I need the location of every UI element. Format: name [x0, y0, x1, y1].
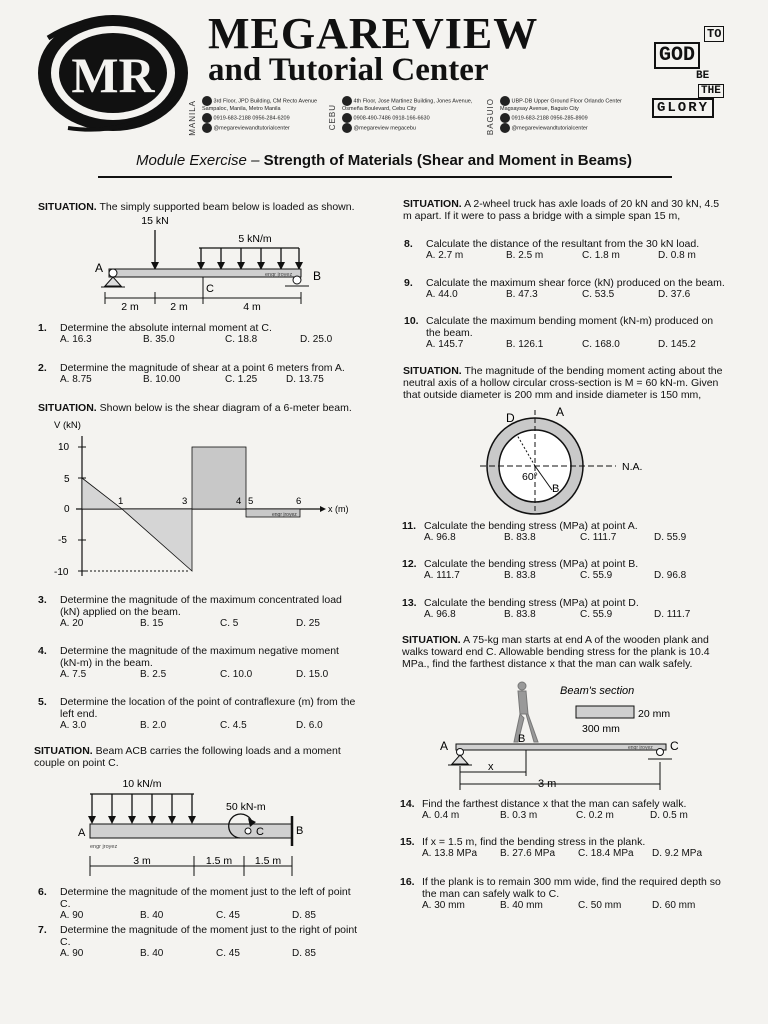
dim-2m-b: 2 m — [170, 301, 188, 313]
slogan-box — [652, 26, 732, 124]
branch-manila — [202, 96, 332, 133]
dim-3m: 3 m — [133, 855, 151, 867]
choice-c: C. 4.5 — [220, 720, 247, 731]
question-text: Determine the magnitude of the maximum negative moment (kN-m) in the beam. — [60, 645, 339, 669]
ytick-neg5: -5 — [58, 535, 67, 546]
slogan-line-1: TO — [704, 26, 724, 42]
point-b-label: B — [313, 269, 322, 283]
question-number: 8. — [404, 238, 413, 250]
choice-c: C. 111.7 — [580, 532, 617, 543]
situation-text: Shown below is the shear diagram of a 6-meter beam. — [96, 402, 352, 414]
choice-b: B. 47.3 — [506, 289, 538, 300]
header — [0, 0, 768, 145]
branch-phone: 0919-683-2188 0956-284-6209 — [213, 115, 290, 122]
choice-b: B. 2.0 — [140, 720, 167, 731]
choice-d: D. 145.2 — [658, 339, 696, 350]
choice-b: B. 2.5 — [140, 669, 167, 680]
question-text: Calculate the distance of the resultant from the 30 kN load. — [426, 238, 700, 250]
choice-a: A. 2.7 m — [426, 250, 464, 261]
question-number: 14. — [400, 798, 415, 810]
situation-label: SITUATION. — [403, 198, 462, 210]
situation-5 — [403, 365, 723, 401]
brand-subtitle: and Tutorial Center — [208, 52, 489, 88]
branch-name-baguio: BAGUIO — [486, 98, 495, 136]
question-text: Calculate the bending stress (MPa) at point B. — [424, 558, 639, 570]
page-title — [0, 152, 768, 169]
ytick-5: 5 — [64, 474, 70, 485]
choice-d: D. 0.8 m — [658, 250, 696, 261]
question-text: Determine the location of the point of contraflexure (m) from the left end. — [60, 696, 356, 720]
choice-d: D. 55.9 — [654, 532, 687, 543]
question-16 — [400, 876, 722, 912]
choice-a: A. 0.4 m — [422, 810, 460, 821]
question-13 — [402, 597, 724, 621]
question-number: 11. — [402, 520, 417, 532]
moment-label: 50 kN-m — [226, 801, 266, 813]
branch-cebu — [342, 96, 482, 133]
point-b-label: B — [518, 733, 526, 745]
choice-a: A. 30 mm — [422, 900, 465, 911]
choice-c: C. 18.4 MPa — [578, 848, 634, 859]
question-text: If x = 1.5 m, find the bending stress in the plank. — [422, 836, 646, 848]
ytick-10: 10 — [58, 442, 70, 453]
facebook-icon — [202, 123, 212, 133]
choice-d: D. 96.8 — [654, 570, 687, 581]
branch-address: 3rd Floor, JPD Building, CM Recto Avenue Sampaloc, Manila, Metro Manila — [202, 98, 318, 112]
situation-label: SITUATION. — [34, 745, 93, 757]
question-text: Calculate the bending stress (MPa) at point A. — [424, 520, 638, 532]
choice-b: B. 40 — [140, 948, 164, 959]
beam-tag: engr jroyez — [265, 272, 293, 278]
choice-d: D. 85 — [292, 948, 316, 959]
dim-1-5m-b: 1.5 m — [254, 855, 282, 867]
question-9 — [404, 277, 726, 301]
figure-3-beam — [70, 772, 330, 882]
choice-b: B. 35.0 — [143, 334, 175, 345]
xtick-6: 6 — [296, 496, 302, 507]
question-text: Determine the magnitude of the moment just to the right of point C. — [60, 924, 358, 948]
question-14 — [400, 798, 722, 822]
choice-c: C. 50 mm — [578, 900, 622, 911]
choice-d: D. 85 — [292, 910, 316, 921]
branch-social: @megareviewandtutorialcenter — [213, 125, 290, 132]
choice-a: A. 96.8 — [424, 532, 456, 543]
question-number: 5. — [38, 696, 47, 708]
situation-label: SITUATION. — [38, 201, 97, 213]
question-number: 2. — [38, 362, 47, 374]
udl-label: 5 kN/m — [238, 233, 272, 245]
logo-text: MR — [71, 47, 155, 103]
xtick-1: 1 — [118, 496, 124, 507]
choice-d: D. 6.0 — [296, 720, 323, 731]
choice-c: C. 55.9 — [580, 570, 613, 581]
location-icon — [500, 96, 510, 106]
xtick-4: 4 — [236, 496, 242, 507]
choice-a: A. 111.7 — [424, 570, 460, 581]
choice-d: D. 25 — [296, 618, 320, 629]
question-8 — [404, 238, 726, 262]
beam-tag: engr jroyez — [628, 745, 653, 751]
choice-c: C. 45 — [216, 948, 240, 959]
question-number: 1. — [38, 322, 47, 334]
facebook-icon — [500, 123, 510, 133]
location-icon — [202, 96, 212, 106]
choice-d: D. 13.75 — [286, 374, 324, 385]
choice-c: C. 1.25 — [225, 374, 258, 385]
dim-4m: 4 m — [243, 301, 261, 313]
question-number: 15. — [400, 836, 415, 848]
section-width-label: 300 mm — [582, 723, 620, 735]
question-text: Calculate the maximum bending moment (kN-m) produced on the beam. — [426, 315, 714, 339]
point-b-label: B — [552, 483, 560, 495]
situation-2 — [38, 402, 368, 414]
question-number: 12. — [402, 558, 417, 570]
point-a-label: A — [440, 739, 449, 753]
question-number: 16. — [400, 876, 415, 888]
shear-ylabel: V (kN) — [54, 420, 81, 431]
situation-6 — [402, 634, 722, 670]
point-a-label: A — [556, 405, 565, 419]
point-c-label: C — [670, 739, 679, 753]
choice-a: A. 96.8 — [424, 609, 456, 620]
title-main: Strength of Materials (Shear and Moment in Beams) — [263, 152, 632, 169]
slogan-line-2: GOD — [654, 42, 700, 69]
choice-b: B. 27.6 MPa — [500, 848, 556, 859]
situation-text: The magnitude of the bending moment acting about the neutral axis of a hollow circular cross-section is M = 60 kN-m. Given that outside diameter is 200 mm and inside diameter is 150 mm, — [403, 365, 723, 401]
point-d-label: D — [506, 411, 515, 425]
phone-icon — [500, 113, 510, 123]
choice-a: A. 20 — [60, 618, 84, 629]
title-rule — [98, 176, 672, 178]
beam-tag: engr jroyez — [90, 844, 118, 850]
question-number: 10. — [404, 315, 419, 327]
choice-c: C. 10.0 — [220, 669, 253, 680]
point-c-label: C — [256, 826, 264, 838]
branch-phone: 0919-683-2188 0956-285-8909 — [511, 115, 588, 122]
ytick-0: 0 — [64, 504, 70, 515]
choice-c: C. 1.8 m — [582, 250, 620, 261]
point-b-label: B — [296, 825, 304, 837]
situation-label: SITUATION. — [403, 365, 462, 377]
choice-b: B. 2.5 m — [506, 250, 544, 261]
choice-b: B. 83.8 — [504, 532, 536, 543]
branch-baguio — [500, 96, 642, 133]
question-number: 7. — [38, 924, 47, 936]
choice-d: D. 60 mm — [652, 900, 696, 911]
question-2 — [38, 362, 360, 386]
branch-name-manila: MANILA — [188, 100, 197, 136]
situation-label: SITUATION. — [38, 402, 97, 414]
choice-a: A. 145.7 — [426, 339, 464, 350]
choice-a: A. 16.3 — [60, 334, 92, 345]
question-text: Determine the magnitude of the moment just to the left of point C. — [60, 886, 351, 910]
question-text: Calculate the bending stress (MPa) at point D. — [424, 597, 639, 609]
question-text: Calculate the maximum shear force (kN) produced on the beam. — [426, 277, 725, 289]
question-3 — [38, 594, 360, 630]
choice-b: B. 10.00 — [143, 374, 181, 385]
choice-d: D. 37.6 — [658, 289, 691, 300]
situation-text: The simply supported beam below is loaded as shown. — [96, 201, 355, 213]
question-1 — [38, 322, 360, 346]
choice-b: B. 0.3 m — [500, 810, 538, 821]
question-text: Determine the magnitude of shear at a point 6 meters from A. — [60, 362, 345, 374]
section-label: Beam's section — [560, 685, 635, 697]
shear-xlabel: x (m) — [328, 504, 349, 514]
choice-a: A. 3.0 — [60, 720, 87, 731]
dim-1-5m-a: 1.5 m — [205, 855, 233, 867]
choice-c: C. 45 — [216, 910, 240, 921]
udl-label: 10 kN/m — [122, 778, 162, 790]
dim-2m-a: 2 m — [121, 301, 139, 313]
question-text: Determine the magnitude of the maximum concentrated load (kN) applied on the beam. — [60, 594, 342, 618]
question-number: 3. — [38, 594, 47, 606]
question-5 — [38, 696, 360, 732]
xtick-3: 3 — [182, 496, 188, 507]
question-6 — [38, 886, 360, 922]
situation-3 — [34, 745, 360, 769]
choice-c: C. 18.8 — [225, 334, 258, 345]
question-number: 13. — [402, 597, 417, 609]
figure-6-plank — [430, 680, 710, 795]
choice-a: A. 90 — [60, 910, 84, 921]
phone-icon — [342, 113, 352, 123]
question-4 — [38, 645, 360, 681]
location-icon — [342, 96, 352, 106]
choice-c: C. 168.0 — [582, 339, 620, 350]
choice-b: B. 15 — [140, 618, 164, 629]
phone-icon — [202, 113, 212, 123]
span-label: 3 m — [538, 778, 557, 790]
question-text: If the plank is to remain 300 mm wide, find the required depth so the man can safely walk to C. — [422, 876, 721, 900]
choice-c: C. 0.2 m — [576, 810, 614, 821]
choice-d: D. 9.2 MPa — [652, 848, 703, 859]
situation-text: A 75-kg man starts at end A of the wooden plank and walks toward end C. Allowable bending stress for the plank is 10.4 MPa., find the farthest distance x that the man can walk safely. — [402, 634, 710, 670]
branch-phone: 0908-490-7486 0918-166-6630 — [353, 115, 430, 122]
question-number: 6. — [38, 886, 47, 898]
figure-1-beam — [75, 210, 345, 320]
section-depth-label: 20 mm — [638, 708, 671, 720]
choice-b: B. 126.1 — [506, 339, 544, 350]
title-prefix: Module Exercise – — [136, 152, 264, 169]
question-text: Find the farthest distance x that the man can safely walk. — [422, 798, 687, 810]
question-11 — [402, 520, 724, 544]
branch-social: @megareview megacebu — [353, 125, 416, 132]
question-12 — [402, 558, 724, 582]
facebook-icon — [342, 123, 352, 133]
figure-5-hollow-section — [470, 400, 690, 520]
situation-text: Beam ACB carries the following loads and a moment couple on point C. — [34, 745, 341, 769]
branch-address: UBP-DB Upper Ground Floor Orlando Center Magsaysay Avenue, Baguio City — [500, 98, 622, 112]
question-7 — [38, 924, 360, 960]
point-c-label: C — [206, 283, 214, 295]
load-15kn-label: 15 kN — [141, 215, 169, 227]
question-15 — [400, 836, 722, 860]
choice-a: A. 8.75 — [60, 374, 92, 385]
choice-b: B. 83.8 — [504, 570, 536, 581]
distance-x-label: x — [488, 761, 494, 773]
choice-d: D. 111.7 — [654, 609, 691, 620]
choice-b: B. 40 mm — [500, 900, 543, 911]
slogan-line-5: GLORY — [652, 98, 714, 118]
xtick-5: 5 — [248, 496, 254, 507]
choice-a: A. 44.0 — [426, 289, 458, 300]
situation-label: SITUATION. — [402, 634, 461, 646]
choice-b: B. 40 — [140, 910, 164, 921]
choice-a: A. 13.8 MPa — [422, 848, 478, 859]
choice-c: C. 5 — [220, 618, 239, 629]
choice-d: D. 25.0 — [300, 334, 333, 345]
ytick-neg10: -10 — [54, 567, 69, 578]
situation-text: A 2-wheel truck has axle loads of 20 kN and 30 kN, 4.5 m apart. If it were to pass a bridge with a simple span 15 m, — [403, 198, 720, 222]
shear-tag: engr jroyez — [272, 512, 297, 518]
shear-diagram — [40, 416, 360, 586]
situation-4 — [403, 198, 723, 222]
neutral-axis-label: N.A. — [622, 461, 643, 473]
choice-a: A. 90 — [60, 948, 84, 959]
choice-d: D. 0.5 m — [650, 810, 688, 821]
choice-c: C. 53.5 — [582, 289, 615, 300]
question-text: Determine the absolute internal moment at C. — [60, 322, 272, 334]
question-10 — [404, 315, 722, 351]
question-number: 9. — [404, 277, 413, 289]
point-a-label: A — [95, 261, 104, 275]
choice-a: A. 7.5 — [60, 669, 87, 680]
choice-d: D. 15.0 — [296, 669, 329, 680]
branch-name-cebu: CEBU — [328, 104, 337, 131]
brand-title: MEGAREVIEW — [208, 9, 539, 58]
choice-b: B. 83.8 — [504, 609, 536, 620]
angle-label: 60° — [522, 471, 538, 483]
point-a-label: A — [78, 827, 86, 839]
megareview-logo — [28, 8, 198, 138]
choice-c: C. 55.9 — [580, 609, 613, 620]
branch-social: @megareviewandtutorialcenter — [511, 125, 588, 132]
slogan-line-3: BE — [696, 70, 710, 82]
branch-address: 4th Floor, Jose Martinez Building, Jones Avenue, Osmeña Boulevard, Cebu City — [342, 98, 473, 112]
question-number: 4. — [38, 645, 47, 657]
slogan-line-4: THE — [698, 84, 724, 98]
